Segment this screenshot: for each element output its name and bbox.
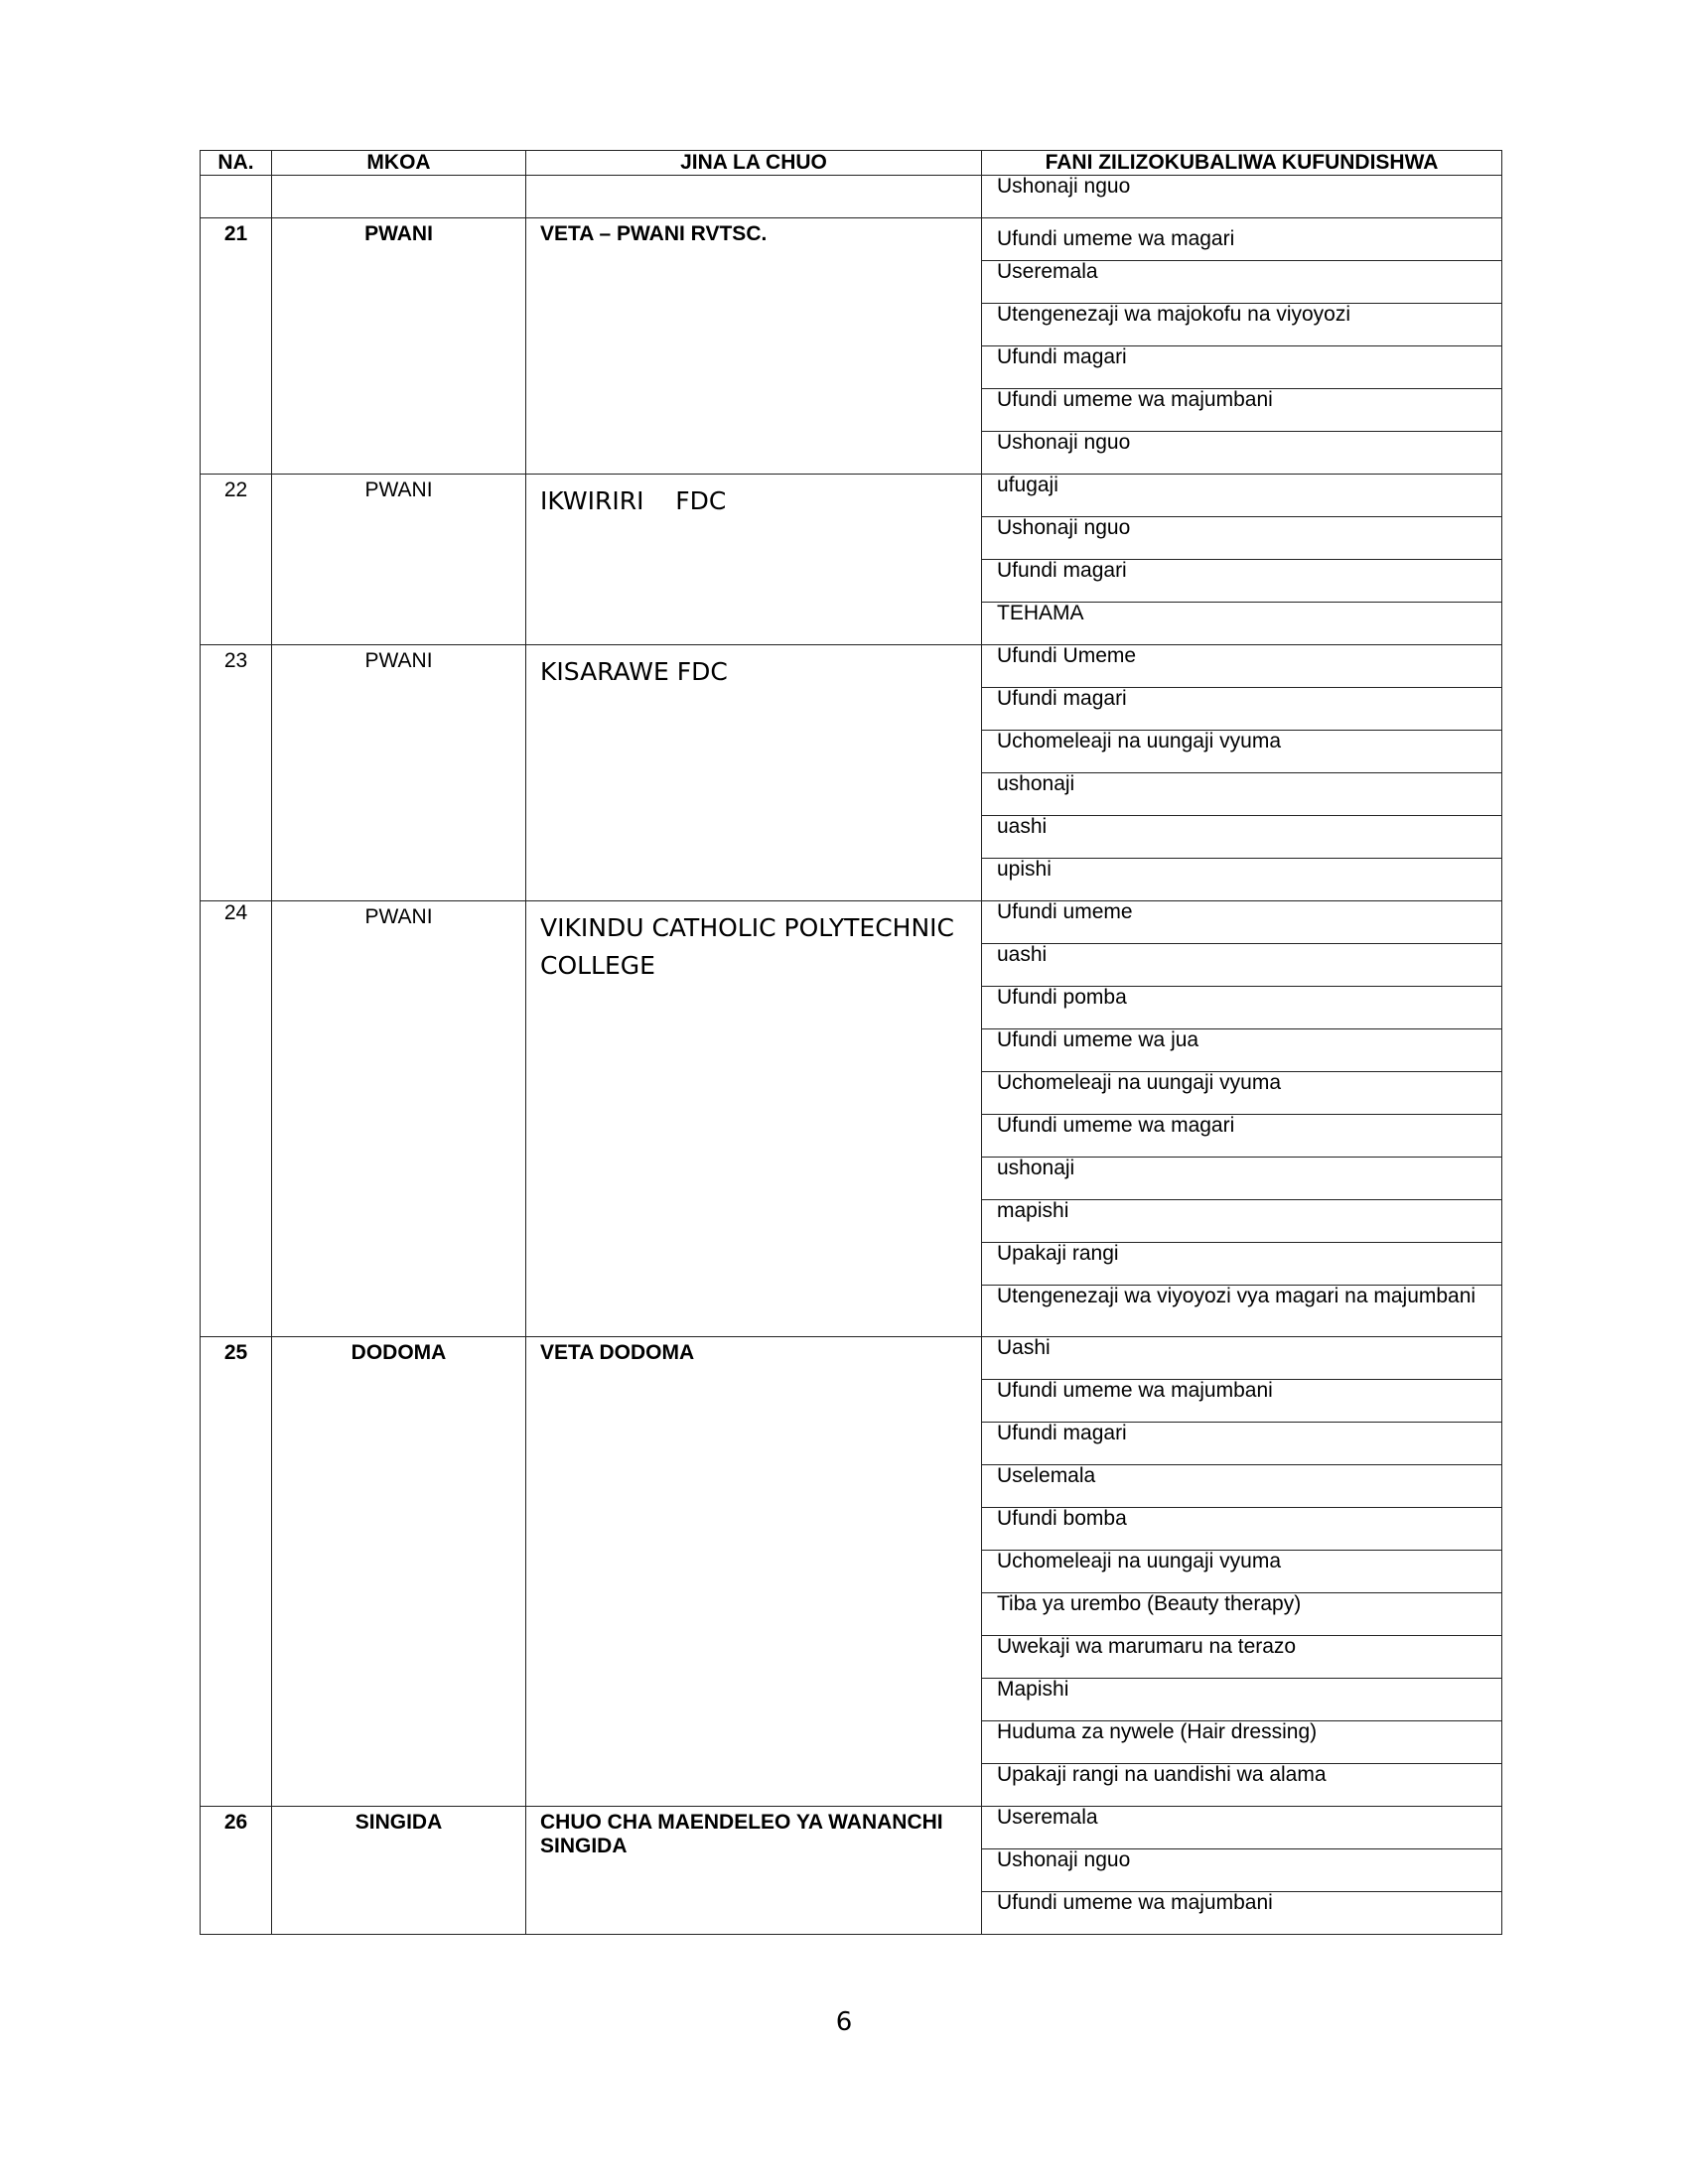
cell-fani [982, 560, 1502, 603]
cell-fani [982, 517, 1502, 560]
cell-fani [982, 1764, 1502, 1807]
cell-fani [982, 176, 1502, 218]
cell-na-text: 25 [223, 1341, 248, 1364]
cell-fani [982, 901, 1502, 944]
table-row [201, 901, 1502, 944]
cell-fani-text: Useremala [997, 260, 1098, 283]
cell-fani-text: Ushonaji nguo [997, 431, 1131, 454]
cell-fani-text: Uashi [997, 1336, 1051, 1359]
table-row [201, 176, 1502, 218]
cell-fani-text: ushonaji [997, 1157, 1075, 1179]
header-mkoa: MKOA [272, 151, 526, 176]
cell-fani-text: Ufundi bomba [997, 1507, 1127, 1530]
cell-mkoa-text: PWANI [364, 222, 433, 245]
cell-fani-text: Utengenezaji wa majokofu na viyoyozi [997, 303, 1351, 326]
cell-fani [982, 1029, 1502, 1072]
cell-na [201, 1807, 272, 1935]
cell-fani [982, 1636, 1502, 1679]
cell-jina [526, 1337, 982, 1807]
cell-jina-text: CHUO CHA MAENDELEO YA WANANCHI SINGIDA [540, 1811, 949, 1857]
cell-fani [982, 218, 1502, 261]
header-na: NA. [201, 151, 272, 176]
cell-fani-text: Ushonaji nguo [997, 175, 1131, 198]
cell-mkoa-text: PWANI [364, 905, 433, 928]
cell-fani-text: mapishi [997, 1199, 1069, 1222]
cell-fani [982, 645, 1502, 688]
cell-fani-text: Uchomeleaji na uungaji vyuma [997, 730, 1281, 752]
cell-fani-text: Ushonaji nguo [997, 516, 1131, 539]
cell-jina-text: VIKINDU CATHOLIC POLYTECHNIC COLLEGE [540, 913, 962, 980]
cell-fani-text: uashi [997, 943, 1048, 966]
cell-na [201, 645, 272, 901]
cell-fani [982, 1200, 1502, 1243]
cell-mkoa [272, 645, 526, 901]
cell-fani-text: Ufundi magari [997, 687, 1127, 710]
cell-fani [982, 1115, 1502, 1158]
cell-fani [982, 389, 1502, 432]
cell-fani-text: Uselemala [997, 1464, 1096, 1487]
cell-fani [982, 1072, 1502, 1115]
cell-jina-text: IKWIRIRI FDC [540, 486, 727, 515]
cell-fani [982, 1243, 1502, 1286]
cell-fani-text: upishi [997, 858, 1052, 881]
page-number: 6 [835, 2007, 853, 2037]
cell-mkoa-text: PWANI [364, 478, 433, 501]
cell-fani [982, 346, 1502, 389]
cell-fani-text: ufugaji [997, 474, 1058, 496]
cell-mkoa-text: SINGIDA [354, 1811, 443, 1834]
cell-fani [982, 944, 1502, 987]
table-row [201, 1807, 1502, 1849]
cell-fani [982, 1158, 1502, 1200]
cell-fani [982, 304, 1502, 346]
cell-mkoa-text: DODOMA [351, 1341, 447, 1364]
cell-mkoa [272, 1807, 526, 1935]
table-row [201, 218, 1502, 261]
cell-fani [982, 432, 1502, 475]
cell-jina [526, 645, 982, 901]
cell-fani-text: Ufundi umeme wa majumbani [997, 1891, 1273, 1914]
cell-na [201, 1337, 272, 1807]
cell-fani-text: Upakaji rangi na uandishi wa alama [997, 1763, 1327, 1786]
cell-fani-text: Ufundi umeme wa majumbani [997, 388, 1273, 411]
cell-fani [982, 816, 1502, 859]
cell-fani [982, 1423, 1502, 1465]
cell-fani [982, 731, 1502, 773]
cell-fani [982, 1465, 1502, 1508]
cell-fani-text: Ufundi magari [997, 559, 1127, 582]
cell-fani-text: Uchomeleaji na uungaji vyuma [997, 1071, 1281, 1094]
header-fani: FANI ZILIZOKUBALIWA KUFUNDISHWA [982, 151, 1502, 176]
cell-na-text: 22 [223, 478, 248, 501]
cell-jina-text: VETA DODOMA [540, 1341, 695, 1364]
cell-jina [526, 475, 982, 645]
cell-na-text: 26 [223, 1811, 248, 1834]
cell-fani [982, 1892, 1502, 1935]
cell-fani [982, 1807, 1502, 1849]
cell-fani-text: Ufundi Umeme [997, 644, 1137, 667]
cell-fani [982, 1380, 1502, 1423]
cell-jina [526, 901, 982, 1337]
cell-jina [526, 176, 982, 218]
header-jina: JINA LA CHUO [526, 151, 982, 176]
cell-fani-text: Uwekaji wa marumaru na terazo [997, 1635, 1297, 1658]
cell-fani-text: Ufundi magari [997, 345, 1127, 368]
cell-fani [982, 1337, 1502, 1380]
cell-mkoa-text: PWANI [364, 649, 433, 672]
cell-fani [982, 1286, 1502, 1337]
cell-fani-text: Ufundi umeme wa magari [997, 1114, 1235, 1137]
cell-na-text: 23 [223, 649, 248, 672]
cell-fani-text: Ufundi umeme wa magari [997, 227, 1235, 250]
cell-fani-text: Mapishi [997, 1678, 1069, 1701]
cell-fani-text: Upakaji rangi [997, 1242, 1119, 1265]
cell-fani-text: Utengenezaji wa viyoyozi vya magari na majumbani [997, 1285, 1477, 1307]
institutions-table [200, 150, 1502, 1935]
cell-fani-text: Ufundi magari [997, 1422, 1127, 1444]
table-header-row [201, 151, 1502, 176]
cell-fani-text: Ushonaji nguo [997, 1848, 1131, 1871]
cell-fani-text: Ufundi umeme wa majumbani [997, 1379, 1273, 1402]
cell-fani-text: Useremala [997, 1806, 1098, 1829]
cell-fani-text: TEHAMA [997, 602, 1084, 624]
table-row [201, 475, 1502, 517]
cell-fani-text: Huduma za nywele (Hair dressing) [997, 1720, 1318, 1743]
cell-mkoa [272, 176, 526, 218]
cell-na [201, 475, 272, 645]
cell-fani [982, 1551, 1502, 1593]
cell-na [201, 218, 272, 475]
cell-fani-text: Uchomeleaji na uungaji vyuma [997, 1550, 1281, 1572]
cell-fani [982, 987, 1502, 1029]
cell-fani [982, 773, 1502, 816]
cell-fani-text: Tiba ya urembo (Beauty therapy) [997, 1592, 1302, 1615]
cell-mkoa [272, 475, 526, 645]
cell-fani-text: uashi [997, 815, 1048, 838]
cell-fani [982, 859, 1502, 901]
cell-na-text: 24 [223, 901, 248, 924]
table-row [201, 645, 1502, 688]
cell-mkoa [272, 1337, 526, 1807]
cell-fani [982, 1721, 1502, 1764]
cell-fani-text: Ufundi umeme wa jua [997, 1028, 1199, 1051]
cell-fani [982, 1593, 1502, 1636]
cell-jina [526, 218, 982, 475]
cell-fani-text: Ufundi umeme [997, 900, 1133, 923]
cell-jina [526, 1807, 982, 1935]
cell-fani [982, 261, 1502, 304]
cell-fani [982, 1679, 1502, 1721]
cell-jina-text: VETA – PWANI RVTSC. [540, 222, 768, 245]
cell-na [201, 176, 272, 218]
cell-fani [982, 1849, 1502, 1892]
cell-mkoa [272, 218, 526, 475]
cell-fani-text: ushonaji [997, 772, 1075, 795]
cell-fani [982, 1508, 1502, 1551]
cell-fani [982, 688, 1502, 731]
cell-mkoa [272, 901, 526, 1337]
cell-fani [982, 603, 1502, 645]
cell-fani [982, 475, 1502, 517]
table-body [201, 176, 1502, 1935]
cell-na-text: 21 [223, 222, 248, 245]
table-row [201, 1337, 1502, 1380]
cell-fani-text: Ufundi pomba [997, 986, 1127, 1009]
cell-jina-text: KISARAWE FDC [540, 657, 728, 686]
cell-na [201, 901, 272, 1337]
